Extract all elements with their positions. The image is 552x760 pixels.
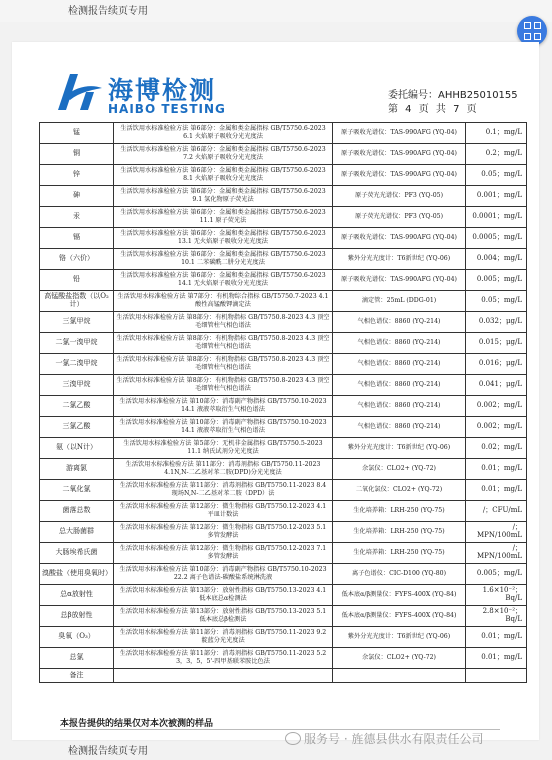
table-row	[40, 186, 527, 207]
table-row	[40, 396, 527, 417]
table-row	[40, 501, 527, 522]
bottom-tab-title: 检测报告续页专用	[68, 746, 148, 757]
test-item: 总大肠菌群	[40, 522, 114, 543]
detection-limit: /；MPN/100mL	[466, 522, 527, 543]
table-row	[40, 438, 527, 459]
detection-limit: 0.1；mg/L	[466, 123, 527, 144]
table-row	[40, 417, 527, 438]
instrument: 气相色谱仪：8860 (YQ-214)	[333, 396, 466, 417]
table-row	[40, 228, 527, 249]
test-method	[114, 669, 333, 683]
detection-limit: 0.01；mg/L	[466, 627, 527, 648]
table-row	[40, 669, 527, 683]
test-method: 生活饮用水标准检验方法 第11部分：消毒剂指标 GB/T5750.11-2023 5.2 3，3，5，5'-四甲基联苯胺比色法	[114, 648, 333, 669]
test-item: 臭氧（O₃）	[40, 627, 114, 648]
test-item: 一氯二溴甲烷	[40, 354, 114, 375]
detection-limit: 0.0001；mg/L	[466, 207, 527, 228]
table-row	[40, 459, 527, 480]
table-row	[40, 606, 527, 627]
test-method: 生活饮用水标准检验方法 第13部分：放射性指标 GB/T5750.13-2023 5.1 低本底总β检测法	[114, 606, 333, 627]
test-item: 汞	[40, 207, 114, 228]
test-item: 二氯乙酸	[40, 396, 114, 417]
table-row	[40, 585, 527, 606]
test-method: 生活饮用水标准检验方法 第12部分：微生物指标 GB/T5750.12-2023 7.1 多管发酵法	[114, 543, 333, 564]
instrument: 生化培养箱：LRH-250 (YQ-75)	[333, 501, 466, 522]
test-item: 总α放射性	[40, 585, 114, 606]
test-item: 氨（以N计）	[40, 438, 114, 459]
test-method: 生活饮用水标准检验方法 第12部分：微生物指标 GB/T5750.12-2023 4.1 平皿计数法	[114, 501, 333, 522]
test-method: 生活饮用水标准检验方法 第10部分：消毒副产物指标 GB/T5750.10-2023 14.1 液液萃取衍生气相色谱法	[114, 417, 333, 438]
table-row	[40, 354, 527, 375]
test-item: 二氧化氯	[40, 480, 114, 501]
test-method: 生活饮用水标准检验方法 第6部分：金属和类金属指标 GB/T5750.6-2023 13.1 无火焰原子吸收分光光度法	[114, 228, 333, 249]
tab-title: 检测报告续页专用	[68, 6, 148, 17]
test-item: 铅	[40, 270, 114, 291]
detection-limit: 0.005；mg/L	[466, 270, 527, 291]
instrument: 滴定管：25mL (DDG-01)	[333, 291, 466, 312]
test-method: 生活饮用水标准检验方法 第6部分：金属和类金属指标 GB/T5750.6-2023 10.1 二苯碳酰二肼分光光度法	[114, 249, 333, 270]
test-method: 生活饮用水标准检验方法 第7部分：有机物综合指标 GB/T5750.7-2023 4.1 酸性高锰酸钾滴定法	[114, 291, 333, 312]
table-row	[40, 333, 527, 354]
detection-limit: 0.01；mg/L	[466, 480, 527, 501]
instrument: 紫外分光光度计：T6新世纪 (YQ-06)	[333, 249, 466, 270]
watermark	[285, 730, 483, 747]
test-item: 总氯	[40, 648, 114, 669]
test-item: 溴酸盐（使用臭氧时）	[40, 564, 114, 585]
test-item: 三氯乙酸	[40, 417, 114, 438]
instrument: 低本底α/β测量仪：FYFS-400X (YQ-84)	[333, 585, 466, 606]
test-method: 生活饮用水标准检验方法 第10部分：消毒副产物指标 GB/T5750.10-2023 14.1 液液萃取衍生气相色谱法	[114, 396, 333, 417]
detection-limit: 0.02；mg/L	[466, 438, 527, 459]
test-method: 生活饮用水标准检验方法 第5部分：无机非金属指标 GB/T5750.5-2023 11.1 纳氏试剂分光光度法	[114, 438, 333, 459]
test-item: 游离氯	[40, 459, 114, 480]
test-item: 砷	[40, 186, 114, 207]
test-method: 生活饮用水标准检验方法 第12部分：微生物指标 GB/T5750.12-2023 5.1 多管发酵法	[114, 522, 333, 543]
table-row	[40, 648, 527, 669]
table-row	[40, 291, 527, 312]
instrument: 紫外分光光度计：T6新世纪 (YQ-06)	[333, 627, 466, 648]
table-row	[40, 543, 527, 564]
detection-limit: 0.05；mg/L	[466, 291, 527, 312]
instrument: 二氧化氯仪：CLO2+ (YQ-72)	[333, 480, 466, 501]
table-row	[40, 480, 527, 501]
table-row	[40, 564, 527, 585]
instrument: 紫外分光光度计：T6新世纪 (YQ-06)	[333, 438, 466, 459]
table-row	[40, 165, 527, 186]
detection-limit: 0.2；mg/L	[466, 144, 527, 165]
brand-name-cn: 海博检测	[108, 76, 217, 105]
top-tab	[0, 0, 552, 22]
instrument: 原子吸收光谱仪：TAS-990AFG (YQ-04)	[333, 123, 466, 144]
test-method: 生活饮用水标准检验方法 第8部分：有机物指标 GB/T5750.8-2023 4.3 顶空毛细管柱气相色谱法	[114, 312, 333, 333]
table-row	[40, 207, 527, 228]
test-method: 生活饮用水标准检验方法 第6部分：金属和类金属指标 GB/T5750.6-2023 8.1 火焰原子吸收分光光度法	[114, 165, 333, 186]
instrument: 原子吸收光谱仪：TAS-990AFG (YQ-04)	[333, 228, 466, 249]
test-method: 生活饮用水标准检验方法 第10部分：消毒副产物指标 GB/T5750.10-2023 22.2 离子色谱法-碳酸盐系统淋洗液	[114, 564, 333, 585]
instrument: 余氯仪：CLO2+ (YQ-72)	[333, 648, 466, 669]
test-item: 备注	[40, 669, 114, 683]
detection-limit: 0.0005；mg/L	[466, 228, 527, 249]
test-method: 生活饮用水标准检验方法 第13部分：放射性指标 GB/T5750.13-2023 4.1 低本底总α检测法	[114, 585, 333, 606]
test-method: 生活饮用水标准检验方法 第11部分：消毒剂指标 GB/T5750.11-2023 8.4 现场N,N-二乙基对苯二胺（DPD）法	[114, 480, 333, 501]
test-method: 生活饮用水标准检验方法 第6部分：金属和类金属指标 GB/T5750.6-2023 7.2 火焰原子吸收分光光度法	[114, 144, 333, 165]
detection-limit: 0.016；μg/L	[466, 354, 527, 375]
detection-limit: 0.002；mg/L	[466, 396, 527, 417]
company-logo	[52, 70, 232, 116]
test-item: 锰	[40, 123, 114, 144]
test-method: 生活饮用水标准检验方法 第6部分：金属和类金属指标 GB/T5750.6-2023 9.1 氢化物原子荧光法	[114, 186, 333, 207]
doc-number: 委托编号：AHHB25010155	[388, 90, 518, 101]
test-item: 三氯甲烷	[40, 312, 114, 333]
detection-limit: 0.041；μg/L	[466, 375, 527, 396]
table-row	[40, 375, 527, 396]
test-item: 镉	[40, 228, 114, 249]
instrument: 气相色谱仪：8860 (YQ-214)	[333, 333, 466, 354]
test-item: 锌	[40, 165, 114, 186]
instrument: 气相色谱仪：8860 (YQ-214)	[333, 312, 466, 333]
detection-limit: 0.005；mg/L	[466, 564, 527, 585]
detection-limit: 0.01；mg/L	[466, 459, 527, 480]
table-row	[40, 123, 527, 144]
table-row	[40, 522, 527, 543]
test-method: 生活饮用水标准检验方法 第8部分：有机物指标 GB/T5750.8-2023 4.3 顶空毛细管柱气相色谱法	[114, 333, 333, 354]
instrument: 低本底α/β测量仪：FYFS-400X (YQ-84)	[333, 606, 466, 627]
test-item: 三溴甲烷	[40, 375, 114, 396]
instrument: 气相色谱仪：8860 (YQ-214)	[333, 354, 466, 375]
instrument: 原子荧光光谱仪：PF3 (YQ-05)	[333, 186, 466, 207]
detection-limit: 1.6×10⁻²；Bq/L	[466, 585, 527, 606]
table-row	[40, 270, 527, 291]
detection-limit: 0.01；mg/L	[466, 648, 527, 669]
instrument: 离子色谱仪：CIC-D100 (YQ-80)	[333, 564, 466, 585]
detection-limit: 0.015；μg/L	[466, 333, 527, 354]
detection-limit: 0.004；mg/L	[466, 249, 527, 270]
table-row	[40, 249, 527, 270]
test-item: 高锰酸盐指数（以O₂计）	[40, 291, 114, 312]
test-item: 铜	[40, 144, 114, 165]
test-item: 菌落总数	[40, 501, 114, 522]
instrument: 原子吸收光谱仪：TAS-990AFG (YQ-04)	[333, 165, 466, 186]
watermark-text: 服务号 · 旌德县供水有限责任公司	[304, 732, 484, 746]
instrument: 原子吸收光谱仪：TAS-990AFG (YQ-04)	[333, 144, 466, 165]
detection-limit: /；MPN/100mL	[466, 543, 527, 564]
hb-logo-icon	[52, 70, 106, 114]
wechat-icon	[285, 732, 301, 745]
instrument: 余氯仪：CLO2+ (YQ-72)	[333, 459, 466, 480]
detection-limit: 0.001；mg/L	[466, 186, 527, 207]
instrument: 原子荧光光谱仪：PF3 (YQ-05)	[333, 207, 466, 228]
instrument: 原子吸收光谱仪：TAS-990AFG (YQ-04)	[333, 270, 466, 291]
grid-icon	[523, 21, 541, 41]
detection-limit: 0.032；μg/L	[466, 312, 527, 333]
test-method: 生活饮用水标准检验方法 第11部分：消毒剂指标 GB/T5750.11-2023 9.2 靛蓝分光光度法	[114, 627, 333, 648]
test-method: 生活饮用水标准检验方法 第8部分：有机物指标 GB/T5750.8-2023 4.3 顶空毛细管柱气相色谱法	[114, 375, 333, 396]
test-item: 大肠埃希氏菌	[40, 543, 114, 564]
detection-limit: 0.05；mg/L	[466, 165, 527, 186]
table-row	[40, 312, 527, 333]
results-table	[39, 122, 527, 683]
test-item: 总β放射性	[40, 606, 114, 627]
instrument: 气相色谱仪：8860 (YQ-214)	[333, 375, 466, 396]
test-item: 铬（六价）	[40, 249, 114, 270]
detection-limit: 2.8×10⁻²；Bq/L	[466, 606, 527, 627]
detection-limit: 0.002；mg/L	[466, 417, 527, 438]
instrument: 生化培养箱：LRH-250 (YQ-75)	[333, 522, 466, 543]
test-method: 生活饮用水标准检验方法 第6部分：金属和类金属指标 GB/T5750.6-2023 14.1 无火焰原子吸收分光光度法	[114, 270, 333, 291]
instrument	[333, 669, 466, 683]
instrument: 生化培养箱：LRH-250 (YQ-75)	[333, 543, 466, 564]
instrument: 气相色谱仪：8860 (YQ-214)	[333, 417, 466, 438]
page-info: 第 4 页 共 7 页	[388, 104, 477, 115]
test-item: 二氯一溴甲烷	[40, 333, 114, 354]
detection-limit: /；CFU/mL	[466, 501, 527, 522]
table-row	[40, 144, 527, 165]
table-row	[40, 627, 527, 648]
test-method: 生活饮用水标准检验方法 第6部分：金属和类金属指标 GB/T5750.6-2023 11.1 原子荧光法	[114, 207, 333, 228]
report-page	[12, 42, 539, 740]
test-method: 生活饮用水标准检验方法 第11部分：消毒剂指标 GB/T5750.11-2023 4.1N,N-二乙基对苯二胺(DPD)分光光度法	[114, 459, 333, 480]
test-method: 生活饮用水标准检验方法 第6部分：金属和类金属指标 GB/T5750.6-2023 6.1 火焰原子吸收分光光度法	[114, 123, 333, 144]
brand-name-en: HAIBO TESTING	[108, 102, 226, 116]
detection-limit	[466, 669, 527, 683]
footnote: 本报告提供的结果仅对本次被测的样品	[60, 719, 214, 729]
test-method: 生活饮用水标准检验方法 第8部分：有机物指标 GB/T5750.8-2023 4.3 顶空毛细管柱气相色谱法	[114, 354, 333, 375]
